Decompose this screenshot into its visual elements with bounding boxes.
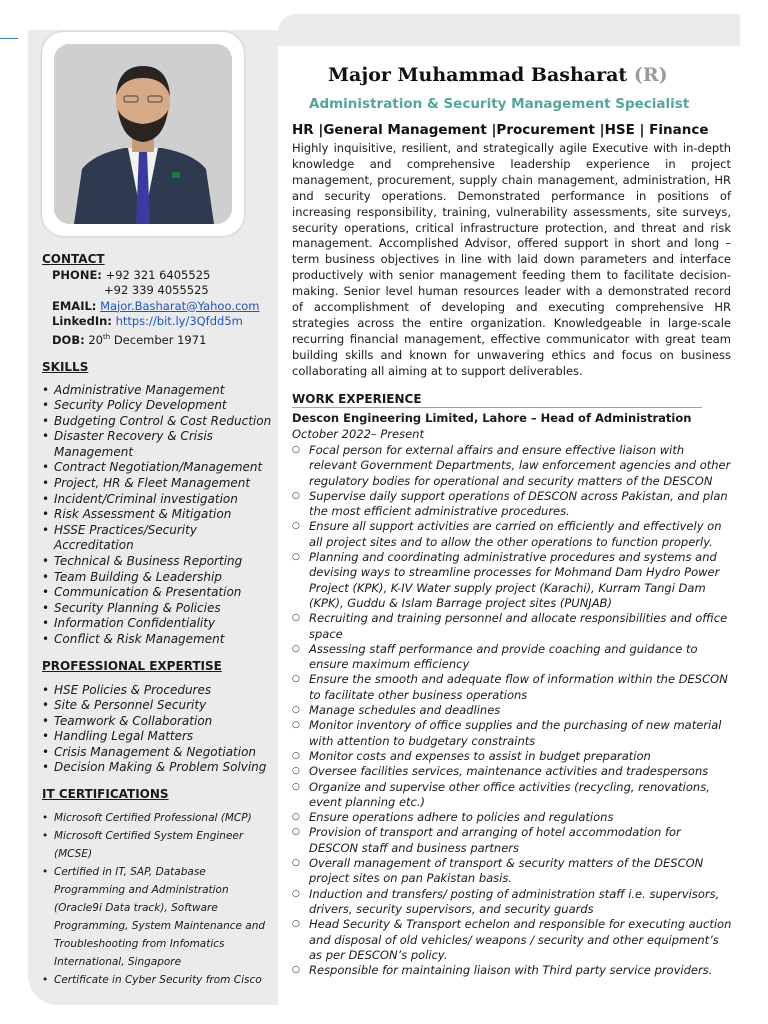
contact-section bbox=[42, 252, 267, 348]
list-item: • Decision Making & Problem Solving bbox=[42, 760, 274, 776]
profile-summary: Highly inquisitive, resilient, and strategically agile Executive with in-depth knowledge and comprehensive leadership experience in project management, procurement, supply chain management, administration, HR and security operations. Demonstrated performance in positions of increasing responsibility, training, vulnerability assessments, site surveys, security operations, critical infrastructure protection, and threat and risk management. Accomplished Advisor, offered support in short and long – term business objectives in line with laid down parameters and interface productively with senior management feeding them to facilitate decision-making. Senior level human resources leader with a demonstrated record of accomplishment of developing and executing comprehensive HR strategies across the entire organization. Knowledgeable in large-scale recurring financial management, effective communicator with great team building skills and known for unwavering ethics and focus on business collaborating all aiming at to support deliverables. bbox=[292, 141, 731, 378]
list-item: • Certified in IT, SAP, Database Programming and Administration (Oracle9i Data track), Software Programming, System Maintenance and Troubleshooting from Infomatics International, Singapore bbox=[42, 863, 270, 971]
skills-heading: SKILLS bbox=[42, 360, 89, 374]
contact-heading: CONTACT bbox=[42, 252, 105, 266]
skills-list bbox=[42, 383, 274, 648]
dob-suffix: th bbox=[102, 332, 111, 341]
list-item: • Team Building & Leadership bbox=[42, 570, 274, 586]
list-item: • Technical & Business Reporting bbox=[42, 554, 274, 570]
list-item: ○ Oversee facilities services, maintenance activities and tradespersons bbox=[292, 764, 732, 779]
list-item: • Site & Personnel Security bbox=[42, 698, 274, 714]
list-item: ○ Ensure operations adhere to policies and regulations bbox=[292, 810, 732, 825]
email-link[interactable]: Major.Basharat@Yahoo.com bbox=[100, 298, 260, 313]
dob-line bbox=[42, 330, 267, 348]
list-item: ○ Ensure the smooth and adequate flow of information within the DESCON to facilitate other business operations bbox=[292, 672, 732, 703]
list-item: • Microsoft Certified System Engineer (MCSE) bbox=[42, 827, 270, 863]
list-item: • Budgeting Control & Cost Reduction bbox=[42, 414, 274, 430]
list-item: • Contract Negotiation/Management bbox=[42, 460, 274, 476]
list-item: • HSE Policies & Procedures bbox=[42, 683, 274, 699]
list-item: • Security Policy Development bbox=[42, 398, 274, 414]
list-item: ○ Provision of transport and arranging of hotel accommodation for DESCON staff and business partners bbox=[292, 825, 732, 856]
certifications-heading: IT CERTIFICATIONS bbox=[42, 787, 169, 801]
rank-suffix: (R) bbox=[633, 64, 668, 86]
list-item: • Crisis Management & Negotiation bbox=[42, 745, 274, 761]
header-band bbox=[278, 14, 740, 46]
list-item: ○ Monitor inventory of office supplies and the purchasing of new material with attention to budgetary constraints bbox=[292, 718, 732, 749]
list-item: ○ Overall management of transport & security matters of the DESCON project sites on pan Pakistan basis. bbox=[292, 856, 732, 887]
list-item: • Communication & Presentation bbox=[42, 585, 274, 601]
list-item: • Teamwork & Collaboration bbox=[42, 714, 274, 730]
list-item: • Microsoft Certified Professional (MCP) bbox=[42, 809, 270, 827]
list-item: • Conflict & Risk Management bbox=[42, 632, 274, 648]
list-item: ○ Responsible for maintaining liaison with Third party service providers. bbox=[292, 963, 732, 978]
certifications-list bbox=[42, 809, 270, 989]
phone-line bbox=[42, 268, 267, 284]
list-item: ○ Planning and coordinating administrative procedures and systems and devising ways to streamline processes for Mohmand Dam Hydro Power Project (KPK), K-IV Water supply project (Karachi), Kurram Tangi Dam (KPK), Guddu & Islam Barrage project sites (PUNJAB) bbox=[292, 550, 732, 611]
list-item: • Administrative Management bbox=[42, 383, 274, 399]
list-item: ○ Assessing staff performance and provide coaching and guidance to ensure maximum efficiency bbox=[292, 642, 732, 673]
job-title: Descon Engineering Limited, Lahore – Head of Administration bbox=[292, 411, 692, 425]
list-item: • Information Confidentiality bbox=[42, 616, 274, 632]
expertise-list bbox=[42, 683, 274, 777]
list-item: ○ Supervise daily support operations of DESCON across Pakistan, and plan the most efficient administrative procedures. bbox=[292, 489, 732, 520]
focus-areas: HR |General Management |Procurement |HSE | Finance bbox=[292, 122, 709, 138]
list-item: • Handling Legal Matters bbox=[42, 729, 274, 745]
list-item: ○ Recruiting and training personnel and allocate responsibilities and office space bbox=[292, 611, 732, 642]
list-item: ○ Focal person for external affairs and ensure effective liaison with relevant Government Departments, law enforcement agencies and other regulatory bodies for operational and security matters of the DESCON bbox=[292, 443, 732, 489]
phone-secondary: +92 339 4055525 bbox=[104, 283, 209, 297]
list-item: • Disaster Recovery & Crisis Management bbox=[42, 429, 274, 460]
list-item: • Project, HR & Fleet Management bbox=[42, 476, 274, 492]
candidate-name bbox=[328, 64, 668, 86]
profile-photo bbox=[54, 44, 232, 224]
list-item: • Security Planning & Policies bbox=[42, 601, 274, 617]
linkedin-link[interactable]: https://bit.ly/3Qfdd5m bbox=[115, 314, 243, 328]
email-line bbox=[42, 299, 267, 315]
dob-month-year: December 1971 bbox=[110, 332, 207, 347]
list-item: • Incident/Criminal investigation bbox=[42, 492, 274, 508]
certifications-section bbox=[42, 787, 270, 989]
work-experience-heading: WORK EXPERIENCE bbox=[292, 392, 702, 408]
linkedin-line bbox=[42, 314, 267, 330]
list-item: ○ Organize and supervise other office activities (recycling, renovations, event planning etc.) bbox=[292, 780, 732, 811]
top-accent-line bbox=[0, 38, 18, 39]
dob-day: 20 bbox=[88, 332, 103, 347]
expertise-heading: PROFESSIONAL EXPERTISE bbox=[42, 659, 222, 673]
list-item: ○ Monitor costs and expenses to assist in budget preparation bbox=[292, 749, 732, 764]
duties-list bbox=[292, 443, 732, 978]
list-item: ○ Manage schedules and deadlines bbox=[292, 703, 732, 718]
professional-title: Administration & Security Management Specialist bbox=[309, 96, 690, 112]
skills-section bbox=[42, 360, 274, 648]
list-item: • Certificate in Cyber Security from Cisco bbox=[42, 971, 270, 989]
expertise-section bbox=[42, 659, 274, 776]
profile-photo-frame bbox=[42, 32, 244, 236]
list-item: ○ Induction and transfers/ posting of administration staff i.e. supervisors, drivers, security supervisors, and security guards bbox=[292, 887, 732, 918]
job-period: October 2022– Present bbox=[292, 427, 424, 441]
dob-label: DOB: bbox=[52, 332, 85, 347]
phone-primary: +92 321 6405525 bbox=[105, 267, 211, 282]
list-item: • HSSE Practices/Security Accreditation bbox=[42, 523, 274, 554]
linkedin-label: LinkedIn: bbox=[52, 314, 112, 328]
list-item: ○ Head Security & Transport echelon and responsible for executing auction and disposal of old vehicles/ weapons / security and other equipment’s as per DESCON’s policy. bbox=[292, 917, 732, 963]
portrait-illustration bbox=[54, 44, 232, 224]
email-label: EMAIL: bbox=[52, 298, 97, 313]
list-item: • Risk Assessment & Mitigation bbox=[42, 507, 274, 523]
list-item: ○ Ensure all support activities are carried on efficiently and effectively on all project sites and to allow the other operations to function properly. bbox=[292, 519, 732, 550]
name-text: Major Muhammad Basharat bbox=[328, 64, 628, 86]
phone-label: PHONE: bbox=[52, 267, 102, 282]
